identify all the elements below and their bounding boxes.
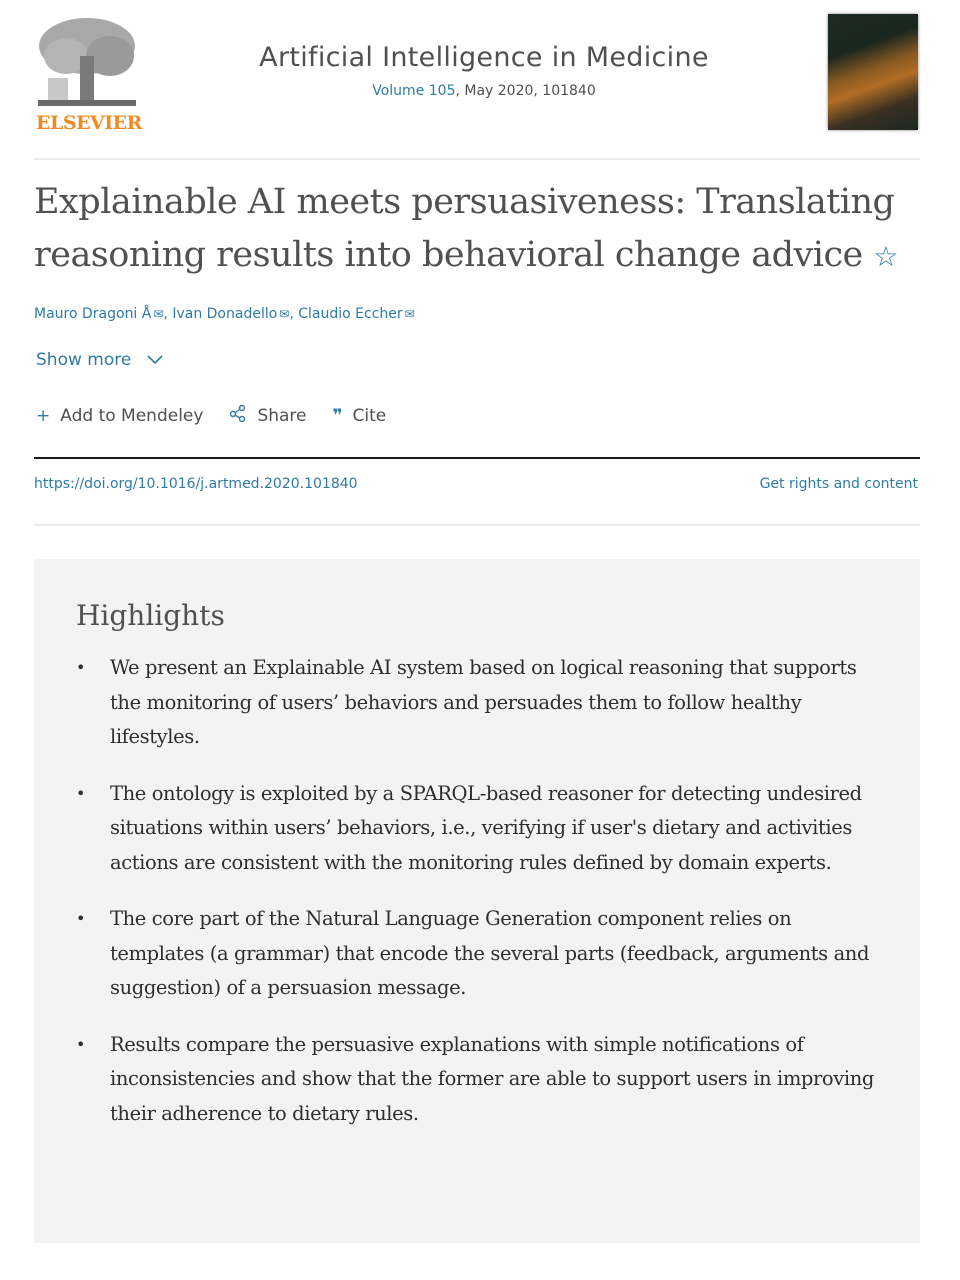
elsevier-wordmark: ELSEVIER	[36, 112, 142, 134]
issue-info: , May 2020, 101840	[455, 83, 596, 99]
elsevier-tree-icon	[36, 16, 138, 108]
quote-icon: ❞	[332, 405, 343, 426]
get-rights-link[interactable]: Get rights and content	[759, 476, 918, 492]
bullet-icon: •	[76, 658, 86, 677]
author-list: Mauro Dragoni Å ✉, Ivan Donadello ✉, Claudio Eccher ✉	[34, 306, 415, 322]
highlights-title: Highlights	[76, 599, 225, 632]
highlight-item: • We present an Explainable AI system based on logical reasoning that supports the monitoring of users’ behaviors and persuades them to follow healthy lifestyles.	[76, 651, 876, 755]
article-actions	[36, 404, 412, 427]
author-link[interactable]: Claudio Eccher	[298, 306, 403, 322]
journal-header	[34, 14, 920, 160]
article-title-text: Explainable AI meets persuasiveness: Translating reasoning results into behavioral change advice	[34, 182, 895, 275]
show-more-button[interactable]	[36, 350, 163, 370]
highlight-item: • The core part of the Natural Language Generation component relies on templates (a grammar) that encode the several parts (feedback, arguments and suggestion) of a persuasion message.	[76, 902, 876, 1006]
envelope-icon[interactable]: ✉	[404, 307, 415, 321]
show-more-label: Show more	[36, 350, 132, 370]
header-divider	[34, 158, 920, 160]
highlight-item: • The ontology is exploited by a SPARQL-based reasoner for detecting undesired situations within users’ behaviors, i.e., verifying if user's dietary and activities actions are consistent with the monitoring rules defined by domain experts.	[76, 777, 876, 881]
person-icon: Å	[141, 306, 152, 322]
share-icon	[229, 404, 247, 427]
bullet-icon: •	[76, 783, 86, 803]
article-title	[34, 176, 920, 283]
bullet-icon: •	[76, 1034, 86, 1054]
journal-title[interactable]: Artificial Intelligence in Medicine	[259, 42, 709, 73]
share-label: Share	[257, 405, 307, 426]
elsevier-logo[interactable]	[34, 14, 140, 136]
highlights-panel	[34, 559, 920, 1243]
doi-divider	[34, 457, 920, 459]
envelope-icon[interactable]: ✉	[153, 307, 164, 321]
cite-button[interactable]	[333, 406, 387, 426]
star-icon[interactable]: ☆	[873, 240, 899, 273]
author-link[interactable]: Mauro Dragoni	[34, 306, 138, 322]
plus-icon: +	[36, 405, 51, 426]
journal-meta	[184, 83, 784, 99]
add-to-mendeley-button[interactable]	[36, 406, 203, 426]
cite-label: Cite	[352, 405, 387, 426]
journal-cover-image[interactable]	[828, 14, 918, 130]
mendeley-label: Add to Mendeley	[60, 405, 204, 426]
chevron-down-icon	[147, 353, 163, 369]
doi-link[interactable]: https://doi.org/10.1016/j.artmed.2020.101840	[34, 476, 358, 492]
section-divider	[34, 524, 920, 526]
author-link[interactable]: Ivan Donadello	[172, 306, 278, 322]
bullet-icon: •	[76, 909, 86, 928]
journal-info	[184, 42, 784, 99]
highlights-list	[76, 651, 876, 1153]
volume-link[interactable]: Volume 105	[372, 83, 456, 99]
share-button[interactable]	[229, 404, 306, 427]
envelope-icon[interactable]: ✉	[279, 307, 290, 321]
highlight-item: • Results compare the persuasive explanations with simple notifications of inconsistencies and show that the former are able to support users in improving their adherence to dietary rules.	[76, 1028, 876, 1132]
